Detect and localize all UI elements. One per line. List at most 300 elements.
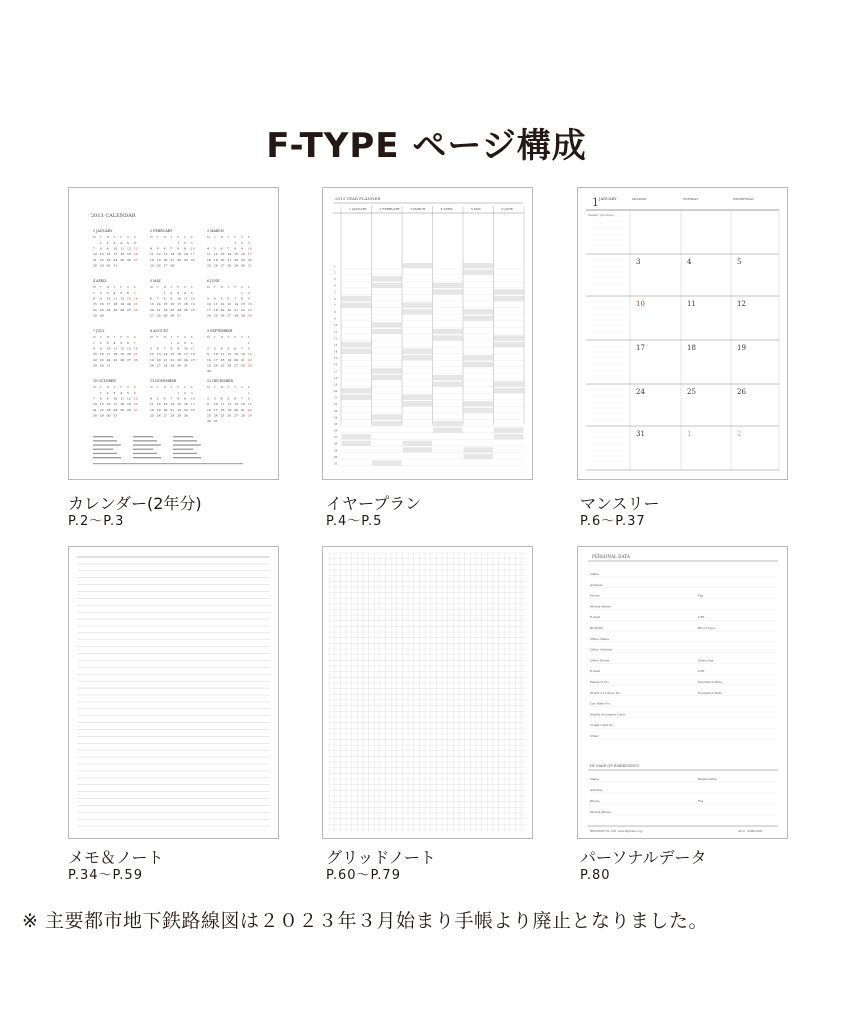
calendar-day: 19 [156,407,161,412]
calendar-weekday: S [247,236,250,239]
calendar-day: 28 [156,313,161,318]
calendar-holiday-line [173,453,197,454]
calendar-day: 16 [99,302,104,307]
calendar-day: 24 [184,357,188,362]
year-plan-weekend [464,263,494,268]
calendar-month-label: 9 SEPTEMBER [207,329,233,333]
calendar-day: 7 [241,396,243,401]
monthly-date: 1 [687,430,692,438]
calendar-day: 27 [227,313,232,318]
calendar-weekday: F [234,286,237,289]
calendar-day: 10 [106,346,111,351]
calendar-day: 25 [120,257,125,262]
year-plan-month: 6 JUNE [501,207,513,211]
personal-field: Address [590,582,603,587]
calendar-day: 10 [190,396,195,401]
calendar-day: 19 [127,402,131,407]
calendar-day: 1 [93,291,95,295]
calendar-weekday: T [213,386,216,389]
calendar-day: 8 [234,246,237,251]
calendar-day: 15 [170,352,175,357]
calendar-day: 6 [234,346,237,351]
calendar-day: 12 [156,402,161,407]
calendar-day: 21 [241,357,245,362]
calendar-day: 12 [213,252,218,257]
monthly-month-name: JANUARY [599,197,617,201]
calendar-weekday: F [177,236,180,239]
calendar-day: 26 [227,363,232,368]
monthly-date: 26 [737,388,746,396]
calendar-day: 12 [156,252,161,257]
calendar-day: 5 [213,246,216,251]
calendar-day: 1 [177,391,180,395]
calendar-day: 16 [207,407,211,412]
personal-field: Driver's License No. [590,690,621,695]
calendar-day: 25 [150,263,154,268]
calendar-weekday: M [150,336,153,339]
calendar-day: 4 [207,246,209,251]
calendar-day: 14 [234,302,239,307]
calendar-holiday-line [133,436,153,437]
calendar-day: 7 [227,246,230,251]
calendar-day: 28 [241,363,245,368]
calendar-day: 31 [247,263,252,268]
personal-emergency-right: Relationship [698,777,718,781]
calendar-day: 6 [133,391,136,395]
calendar-day: 13 [150,302,154,307]
calendar-day: 30 [207,419,211,423]
calendar-day: 18 [120,252,125,257]
calendar-day: 2 [184,391,186,395]
calendar-day: 10 [213,352,218,357]
calendar-day: 14 [156,302,161,307]
calendar-day: 22 [163,307,168,312]
calendar-day: 20 [127,352,131,357]
year-plan-day-num: 21 [334,396,338,400]
calendar-day: 27 [127,357,131,362]
calendar-day: 6 [150,296,152,301]
calendar-day: 26 [120,307,125,312]
calendar-day: 3 [113,241,116,245]
calendar-holiday-line [173,457,201,458]
year-plan-weekend [403,309,433,314]
calendar-day: 28 [93,263,97,268]
calendar-weekday: T [227,336,230,339]
calendar-day: 7 [163,346,166,351]
calendar-day: 2 [177,341,180,345]
calendar-day: 17 [177,302,182,307]
year-plan-day-num: 23 [334,409,338,413]
calendar-day: 10 [113,396,118,401]
calendar-day: 14 [170,252,175,257]
calendar-day: 4 [113,341,116,345]
calendar-day: 30 [177,363,182,368]
personal-emergency-field: Mobile Phone [590,810,611,814]
year-plan-weekend [464,309,494,314]
calendar-weekday: S [127,386,129,389]
calendar-day: 17 [213,407,218,412]
monthly-pages: P.6～P.37 [580,514,646,529]
calendar-day: 2 [247,291,250,295]
calendar-day: 18 [150,407,154,412]
calendar-day: 22 [177,407,182,412]
calendar-day: 13 [133,246,138,251]
calendar-weekday: S [127,236,129,239]
calendar-day: 17 [106,302,111,307]
calendar-day: 14 [227,252,232,257]
calendar-day: 25 [113,357,118,362]
calendar-day: 24 [247,257,252,262]
monthly-page-thumbnail [577,187,788,480]
calendar-day: 6 [156,346,159,351]
calendar-day: 14 [170,402,175,407]
calendar-holiday-line [133,440,157,441]
monthly-date: 17 [636,344,645,352]
calendar-day: 10 [184,346,188,351]
year-plan-weekend [494,381,524,386]
calendar-day: 26 [127,257,131,262]
calendar-day: 8 [170,346,173,351]
calendar-day: 28 [163,363,168,368]
year-plan-weekend [494,296,524,301]
calendar-weekday: S [190,236,193,239]
calendar-month-label: 2 FEBRUARY [150,229,173,233]
calendar-day: 29 [241,313,245,318]
personal-field: Health Insurance Card [590,712,625,717]
calendar-holiday-line [133,449,153,450]
calendar-day: 10 [207,302,211,307]
calendar-day: 5 [156,246,159,251]
year-plan-weekend [342,296,372,301]
calendar-day: 9 [106,396,109,401]
calendar-day: 2 [106,391,109,395]
calendar-day: 10 [106,296,111,301]
grid-page-thumbnail [322,546,533,839]
calendar-day: 21 [93,257,97,262]
calendar-day: 27 [127,307,131,312]
year-plan-weekend [494,335,524,340]
calendar-weekday: T [170,236,173,239]
year-plan-day-num: 2 [334,271,336,275]
year-plan-weekend [464,454,494,459]
calendar-day: 12 [220,302,225,307]
calendar-day: 24 [190,407,195,412]
calendar-day: 11 [184,296,188,301]
calendar-day: 7 [133,341,136,345]
calendar-day: 9 [247,296,250,301]
calendar-day: 19 [120,352,125,357]
memo-preview [69,547,278,838]
calendar-day: 1 [99,391,102,395]
monthly-weekday: MONDAY [632,197,647,201]
calendar-day: 9 [241,246,243,251]
calendar-page-thumbnail [68,187,279,480]
year-plan-pages: P.4～P.5 [326,514,383,529]
calendar-day: 23 [247,307,252,312]
calendar-day: 27 [163,413,168,418]
calendar-day: 2 [99,341,102,345]
year-plan-weekend [342,388,372,393]
calendar-day: 6 [227,296,230,301]
calendar-day: 16 [184,252,188,257]
calendar-day: 22 [177,257,182,262]
calendar-day: 4 [213,296,216,301]
monthly-date: 25 [687,388,696,396]
calendar-weekday: S [133,386,136,389]
calendar-day: 25 [190,357,195,362]
calendar-weekday: F [120,236,123,239]
calendar-weekday: W [220,236,224,239]
year-plan-day-num: 26 [334,429,338,433]
year-plan-day-num: 5 [334,291,336,295]
monthly-date: 31 [636,430,645,438]
calendar-day: 25 [184,307,188,312]
calendar-day: 20 [163,257,168,262]
calendar-day: 9 [99,296,102,301]
calendar-weekday: T [227,236,230,239]
calendar-day: 3 [106,341,109,345]
year-plan-weekend [372,283,402,288]
year-plan-day-num: 18 [334,376,338,380]
calendar-day: 23 [184,407,188,412]
calendar-day: 23 [99,357,104,362]
year-plan-day-num: 8 [334,311,336,315]
calendar-weekday: F [177,336,180,339]
personal-field: Office Name [590,636,609,641]
calendar-day: 15 [99,402,104,407]
calendar-month-label: 7 JULY [93,329,105,333]
monthly-date: 24 [636,388,645,396]
calendar-day: 14 [241,402,245,407]
calendar-day: 8 [93,346,95,351]
calendar-day: 12 [150,352,154,357]
calendar-day: 18 [220,407,225,412]
calendar-day: 25 [120,407,125,412]
calendar-day: 9 [184,246,186,251]
year-plan-weekend [464,270,494,275]
calendar-day: 13 [234,402,239,407]
calendar-day: 5 [120,291,123,295]
year-plan-heading: 2013 YEAR PLANNER [335,196,381,201]
calendar-day: 21 [241,407,245,412]
calendar-day: 22 [247,407,252,412]
calendar-day: 22 [99,257,104,262]
calendar-weekday: S [133,286,136,289]
calendar-day: 21 [163,357,168,362]
calendar-day: 23 [207,363,211,368]
calendar-day: 9 [207,352,209,357]
calendar-weekday: S [247,386,250,389]
calendar-day: 8 [99,396,102,401]
calendar-day: 19 [156,257,161,262]
calendar-day: 29 [177,413,182,418]
calendar-day: 27 [133,407,138,412]
year-plan-weekend [433,329,463,334]
calendar-day: 25 [213,313,218,318]
footnote: ※ 主要都市地下鉄路線図は２０２３年３月始まり手帳より廃止となりました。 [22,910,708,932]
calendar-day: 3 [190,391,193,395]
calendar-weekday: S [133,336,136,339]
calendar-weekday: W [163,236,167,239]
calendar-day: 10 [190,246,195,251]
calendar-day: 6 [127,291,129,295]
calendar-day: 14 [133,346,138,351]
calendar-weekday: T [113,386,116,389]
year-plan-name: イヤープラン [326,494,422,513]
calendar-heading: 2013 CALENDAR [91,213,136,219]
calendar-day: 18 [220,357,225,362]
personal-caption [580,848,707,884]
calendar-day: 16 [241,252,245,257]
calendar-weekday: T [99,386,102,389]
calendar-day: 16 [170,302,175,307]
monthly-caption [580,494,660,530]
year-plan-day-num: 12 [334,337,338,341]
calendar-day: 12 [120,296,125,301]
year-plan-weekend [372,322,402,327]
grid-pages: P.60～P.79 [326,868,401,883]
calendar-day: 8 [99,246,102,251]
calendar-day: 12 [120,346,125,351]
calendar-day: 29 [170,363,175,368]
calendar-weekday: S [247,336,250,339]
calendar-day: 12 [190,296,195,301]
calendar-day: 8 [247,396,250,401]
calendar-day: 18 [113,352,118,357]
calendar-day: 24 [113,407,118,412]
calendar-day: 26 [150,363,154,368]
personal-field: E-mail [590,669,600,674]
year-plan-weekend [342,302,372,307]
personal-field: Passport No. [590,680,610,684]
calendar-day: 8 [177,396,180,401]
calendar-holiday-line [93,449,113,450]
year-plan-weekend [372,460,402,465]
calendar-day: 27 [234,363,239,368]
calendar-day: 14 [241,352,245,357]
calendar-holiday-line [93,444,121,445]
calendar-day: 25 [150,413,154,418]
calendar-month-label: 6 JUNE [207,279,220,283]
calendar-weekday: W [106,336,110,339]
calendar-day: 22 [241,307,245,312]
calendar-month-label: 1 JANUARY [93,229,113,233]
year-plan-month: 2 FEBRUARY [379,207,400,211]
year-plan-weekend [372,276,402,281]
calendar-day: 21 [227,257,232,262]
calendar-day: 31 [113,263,118,268]
personal-right-field: Blood Type [698,626,716,630]
calendar-day: 19 [227,407,232,412]
calendar-weekday: S [184,286,186,289]
monthly-date: 2 [737,430,742,438]
calendar-day: 5 [127,391,129,395]
year-plan-weekend [342,342,372,347]
calendar-weekday: F [234,386,237,389]
calendar-day: 15 [241,302,245,307]
year-plan-weekend [464,362,494,367]
calendar-name: カレンダー(2年分) [68,494,202,513]
calendar-day: 4 [120,391,123,395]
calendar-weekday: M [150,386,153,389]
calendar-weekday: T [156,336,159,339]
year-plan-day-num: 20 [334,390,338,394]
personal-field: Other [590,734,599,738]
personal-page-thumbnail [577,546,788,839]
calendar-weekday: T [156,236,159,239]
calendar-day: 9 [106,246,109,251]
calendar-day: 11 [150,252,154,257]
monthly-date: 11 [687,300,696,308]
personal-footer-left: HIGHTIDE CO.,LTD. www.hightide.co.jp [590,830,643,833]
calendar-day: 7 [93,396,95,401]
calendar-day: 23 [241,257,245,262]
calendar-day: 19 [220,307,225,312]
year-plan-weekend [403,441,433,446]
calendar-day: 30 [207,369,211,373]
calendar-day: 15 [163,302,168,307]
year-plan-weekend [494,342,524,347]
calendar-day: 9 [207,402,209,407]
monthly-weekday: TUESDAY [683,197,699,201]
personal-name: パーソナルデータ [580,848,707,867]
calendar-day: 13 [163,402,168,407]
calendar-weekday: T [213,286,216,289]
calendar-day: 24 [106,307,111,312]
calendar-day: 1 [177,241,180,245]
calendar-pages: P.2～P.3 [68,514,125,529]
calendar-day: 7 [133,291,136,295]
year-plan-weekend [372,421,402,426]
calendar-weekday: F [234,236,237,239]
year-plan-day-num: 31 [334,462,338,466]
year-plan-weekend [403,302,433,307]
calendar-day: 28 [133,357,138,362]
calendar-weekday: T [99,236,102,239]
calendar-day: 20 [227,307,232,312]
calendar-day: 24 [213,413,218,418]
calendar-day: 27 [150,313,154,318]
calendar-day: 24 [213,363,218,368]
calendar-day: 30 [170,313,175,318]
personal-right-field: Office Fax [698,658,714,663]
personal-emergency-right: Fax [698,799,704,803]
calendar-day: 6 [220,246,223,251]
monthly-date: 18 [687,344,696,352]
calendar-day: 23 [106,407,111,412]
calendar-day: 15 [99,252,104,257]
calendar-weekday: S [133,236,136,239]
calendar-day: 29 [99,263,104,268]
calendar-day: 3 [190,241,193,245]
personal-field: Office Phone [590,658,610,663]
calendar-day: 11 [150,402,154,407]
calendar-day: 5 [150,346,152,351]
calendar-day: 20 [133,252,138,257]
year-plan-day-num: 17 [334,370,338,374]
calendar-day: 14 [93,402,97,407]
calendar-weekday: M [93,386,96,389]
calendar-day: 13 [163,252,168,257]
calendar-day: 30 [184,413,188,418]
personal-right-field: Expiration Date [698,680,723,684]
memo-name: メモ＆ノート [68,848,164,867]
calendar-day: 4 [184,291,186,295]
year-plan-month: 4 APRIL [440,207,453,211]
personal-field: Phone [590,593,600,598]
calendar-day: 11 [120,396,125,401]
calendar-weekday: M [93,236,96,239]
